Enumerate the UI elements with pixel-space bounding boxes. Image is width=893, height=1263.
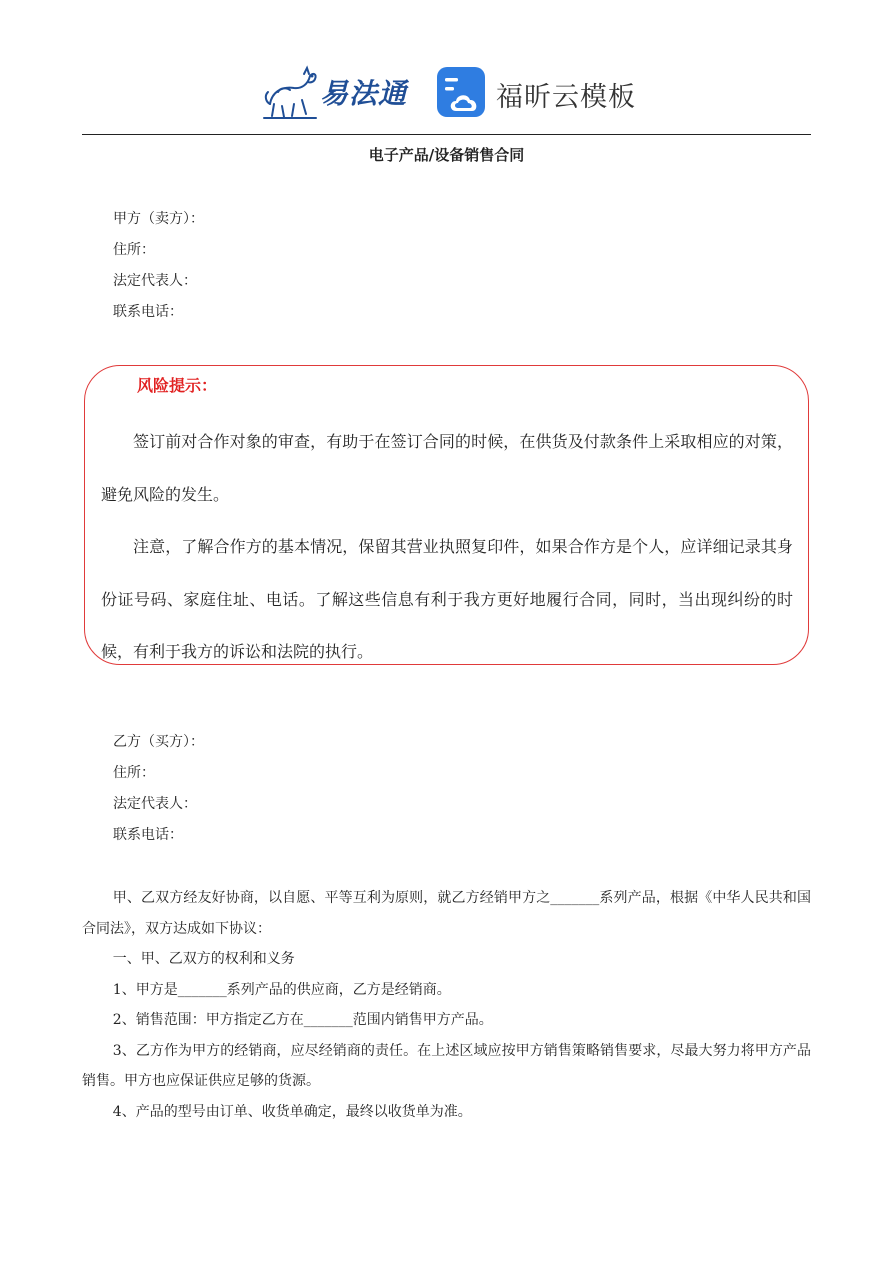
party-a-block xyxy=(113,204,204,328)
risk-warning-body xyxy=(101,416,793,679)
party-a-seller-label: 甲方（卖方）： xyxy=(113,211,204,227)
party-b-legal-rep-label: 法定代表人： xyxy=(113,796,197,812)
header-divider xyxy=(82,134,811,135)
page-header xyxy=(0,58,893,128)
risk-paragraph: 签订前对合作对象的审查，有助于在签订合同的时候，在供货及付款条件上采取相应的对策，避免风险的发生。 xyxy=(101,432,793,504)
party-b-buyer-label: 乙方（买方）： xyxy=(113,734,204,750)
clause-2: 2、销售范围：甲方指定乙方在_______范围内销售甲方产品。 xyxy=(112,1012,493,1028)
party-a-phone-label: 联系电话： xyxy=(113,304,183,320)
risk-warning-title: 风险提示： xyxy=(137,376,218,395)
document-title: 电子产品/设备销售合同 xyxy=(368,146,525,164)
contract-intro-paragraph: 甲、乙双方经友好协商，以自愿、平等互利为原则，就乙方经销甲方之_______系列产品，根据《中华人民共和国合同法》，双方达成如下协议： xyxy=(82,890,811,937)
clause-3: 3、乙方作为甲方的经销商，应尽经销商的责任。在上述区域应按甲方销售策略销售要求，尽最大努力将甲方产品销售。甲方也应保证供应足够的货源。 xyxy=(82,1042,811,1089)
party-b-block xyxy=(113,727,204,851)
clause-4: 4、产品的型号由订单、收货单确定，最终以收货单为准。 xyxy=(112,1103,472,1120)
contract-body xyxy=(82,883,811,1127)
party-a-address-label: 住所： xyxy=(113,242,155,258)
party-b-phone-label: 联系电话： xyxy=(113,827,183,843)
party-a-legal-rep-label: 法定代表人： xyxy=(113,273,197,289)
risk-warning-box xyxy=(84,365,809,665)
yifatong-logo xyxy=(260,62,410,122)
clause-1: 1、甲方是_______系列产品的供应商，乙方是经销商。 xyxy=(112,981,451,998)
qilin-icon xyxy=(260,62,320,122)
party-b-address-label: 住所： xyxy=(113,765,155,781)
foxit-template-logo-text: 福昕云模板 xyxy=(496,82,636,113)
section-heading-rights-obligations: 一、甲、乙双方的权利和义务 xyxy=(112,951,295,967)
foxit-cloud-icon xyxy=(436,66,486,118)
yifatong-logo-text: 易法通 xyxy=(320,77,408,110)
risk-paragraph: 注意，了解合作方的基本情况，保留其营业执照复印件，如果合作方是个人，应详细记录其身份证号码、家庭住址、电话。了解这些信息有利于我方更好地履行合同，同时，当出现纠纷的时候，有利于我方的诉讼和法院的执行。 xyxy=(101,537,793,661)
